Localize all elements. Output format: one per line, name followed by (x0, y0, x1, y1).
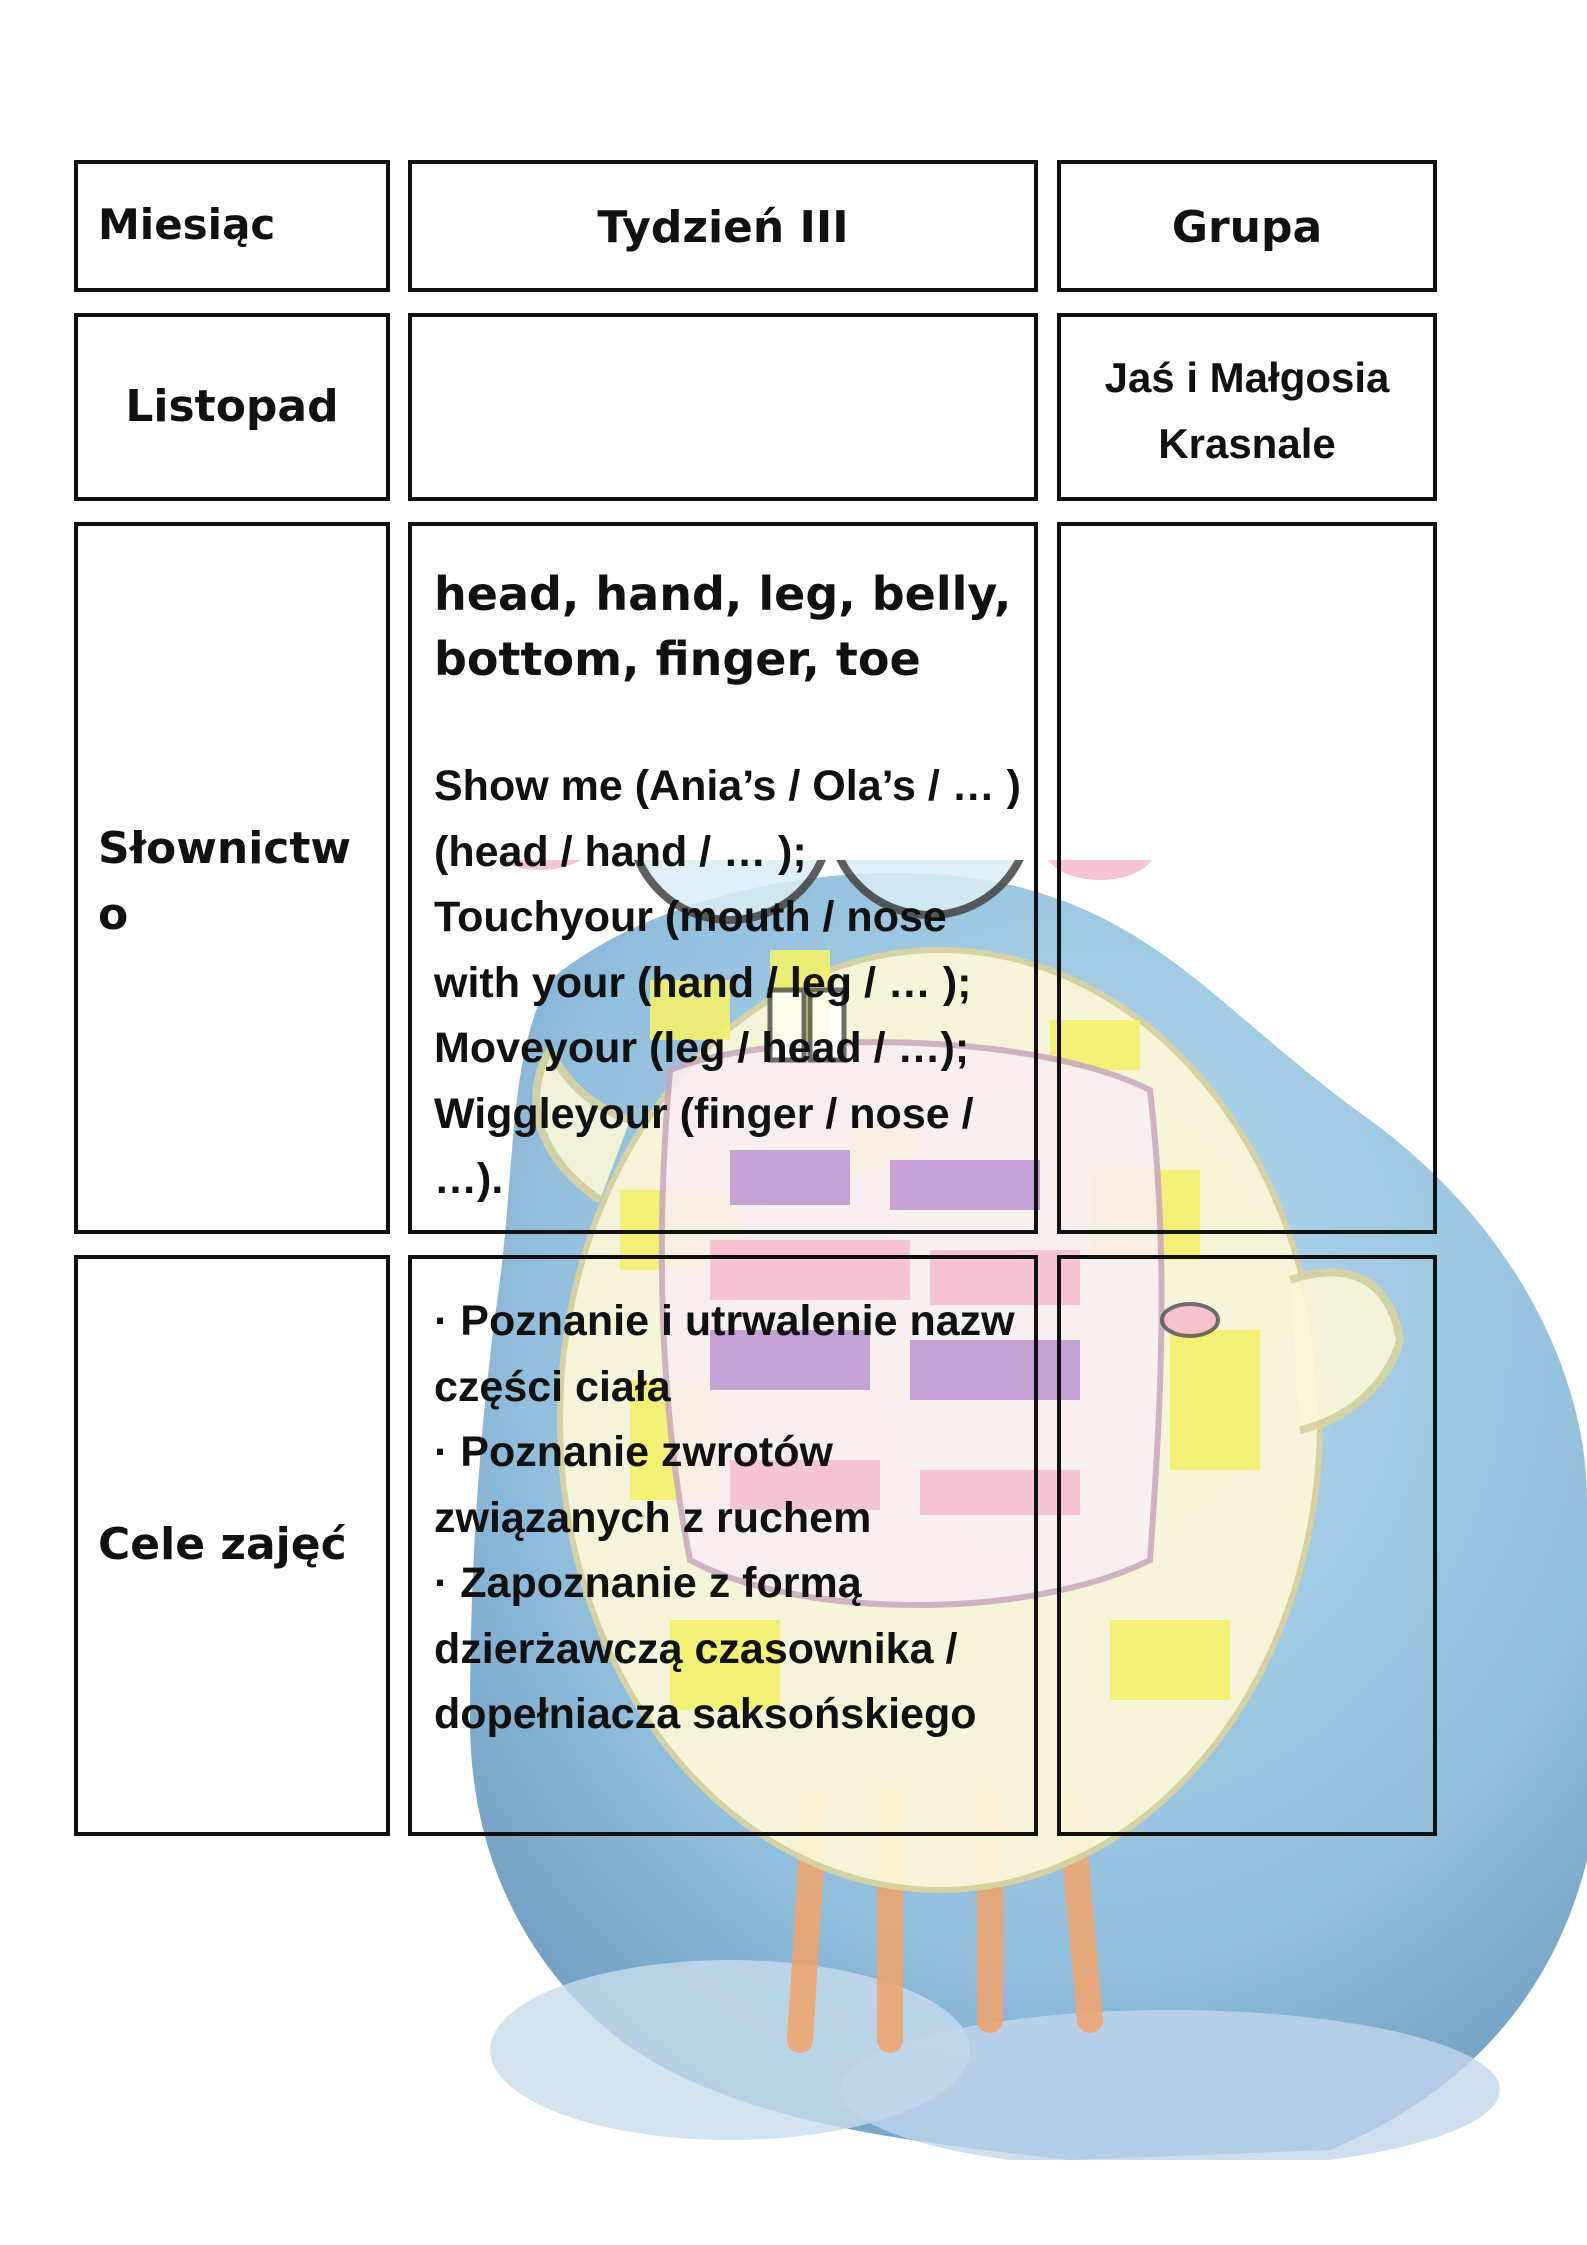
group-names (1061, 345, 1433, 477)
vocabulary-group-cell (1057, 522, 1437, 1234)
header-month-label: Miesiąc (98, 200, 276, 249)
vocabulary-content-cell (408, 522, 1038, 1234)
header-week-cell (408, 160, 1038, 292)
vocabulary-label-cell (74, 522, 390, 1234)
goal-item-1: · Poznanie i utrwalenie nazw części ciała (434, 1297, 1015, 1411)
header-group-cell (1057, 160, 1437, 292)
goal-item-2: · Poznanie zwrotów związanych z ruchem (434, 1428, 872, 1542)
week-value-cell (408, 313, 1038, 501)
group-names-cell (1057, 313, 1437, 501)
vocabulary-label: Słownictwo (98, 823, 352, 940)
goals-list (434, 1289, 1024, 1748)
header-group-label: Grupa (1171, 202, 1323, 253)
goals-label-cell (74, 1255, 390, 1836)
goal-item-3: · Zapoznanie z formą dzierżawczą czasownika / dopełniacza saksońskiego (434, 1559, 977, 1738)
vocabulary-phrases: Show me (Ania’s / Ola’s / … ) (head / hand / … ); Touchyour (mouth / nose with your (hand / leg / … ); Moveyour (leg / head / …); Wiggleyour (finger / nose / …). (434, 762, 1021, 1203)
group-name-2: Krasnale (1158, 420, 1336, 467)
group-name-1: Jaś i Małgosia (1104, 354, 1390, 401)
goals-content-cell (408, 1255, 1038, 1836)
goals-group-cell (1057, 1255, 1437, 1836)
month-value: Listopad (125, 381, 339, 432)
month-value-cell (74, 313, 390, 501)
header-week-label: Tydzień III (597, 202, 849, 253)
goals-label: Cele zajęć (98, 1519, 347, 1570)
vocabulary-words: head, hand, leg, belly, bottom, finger, toe (434, 567, 1012, 686)
header-month-cell (74, 160, 390, 292)
